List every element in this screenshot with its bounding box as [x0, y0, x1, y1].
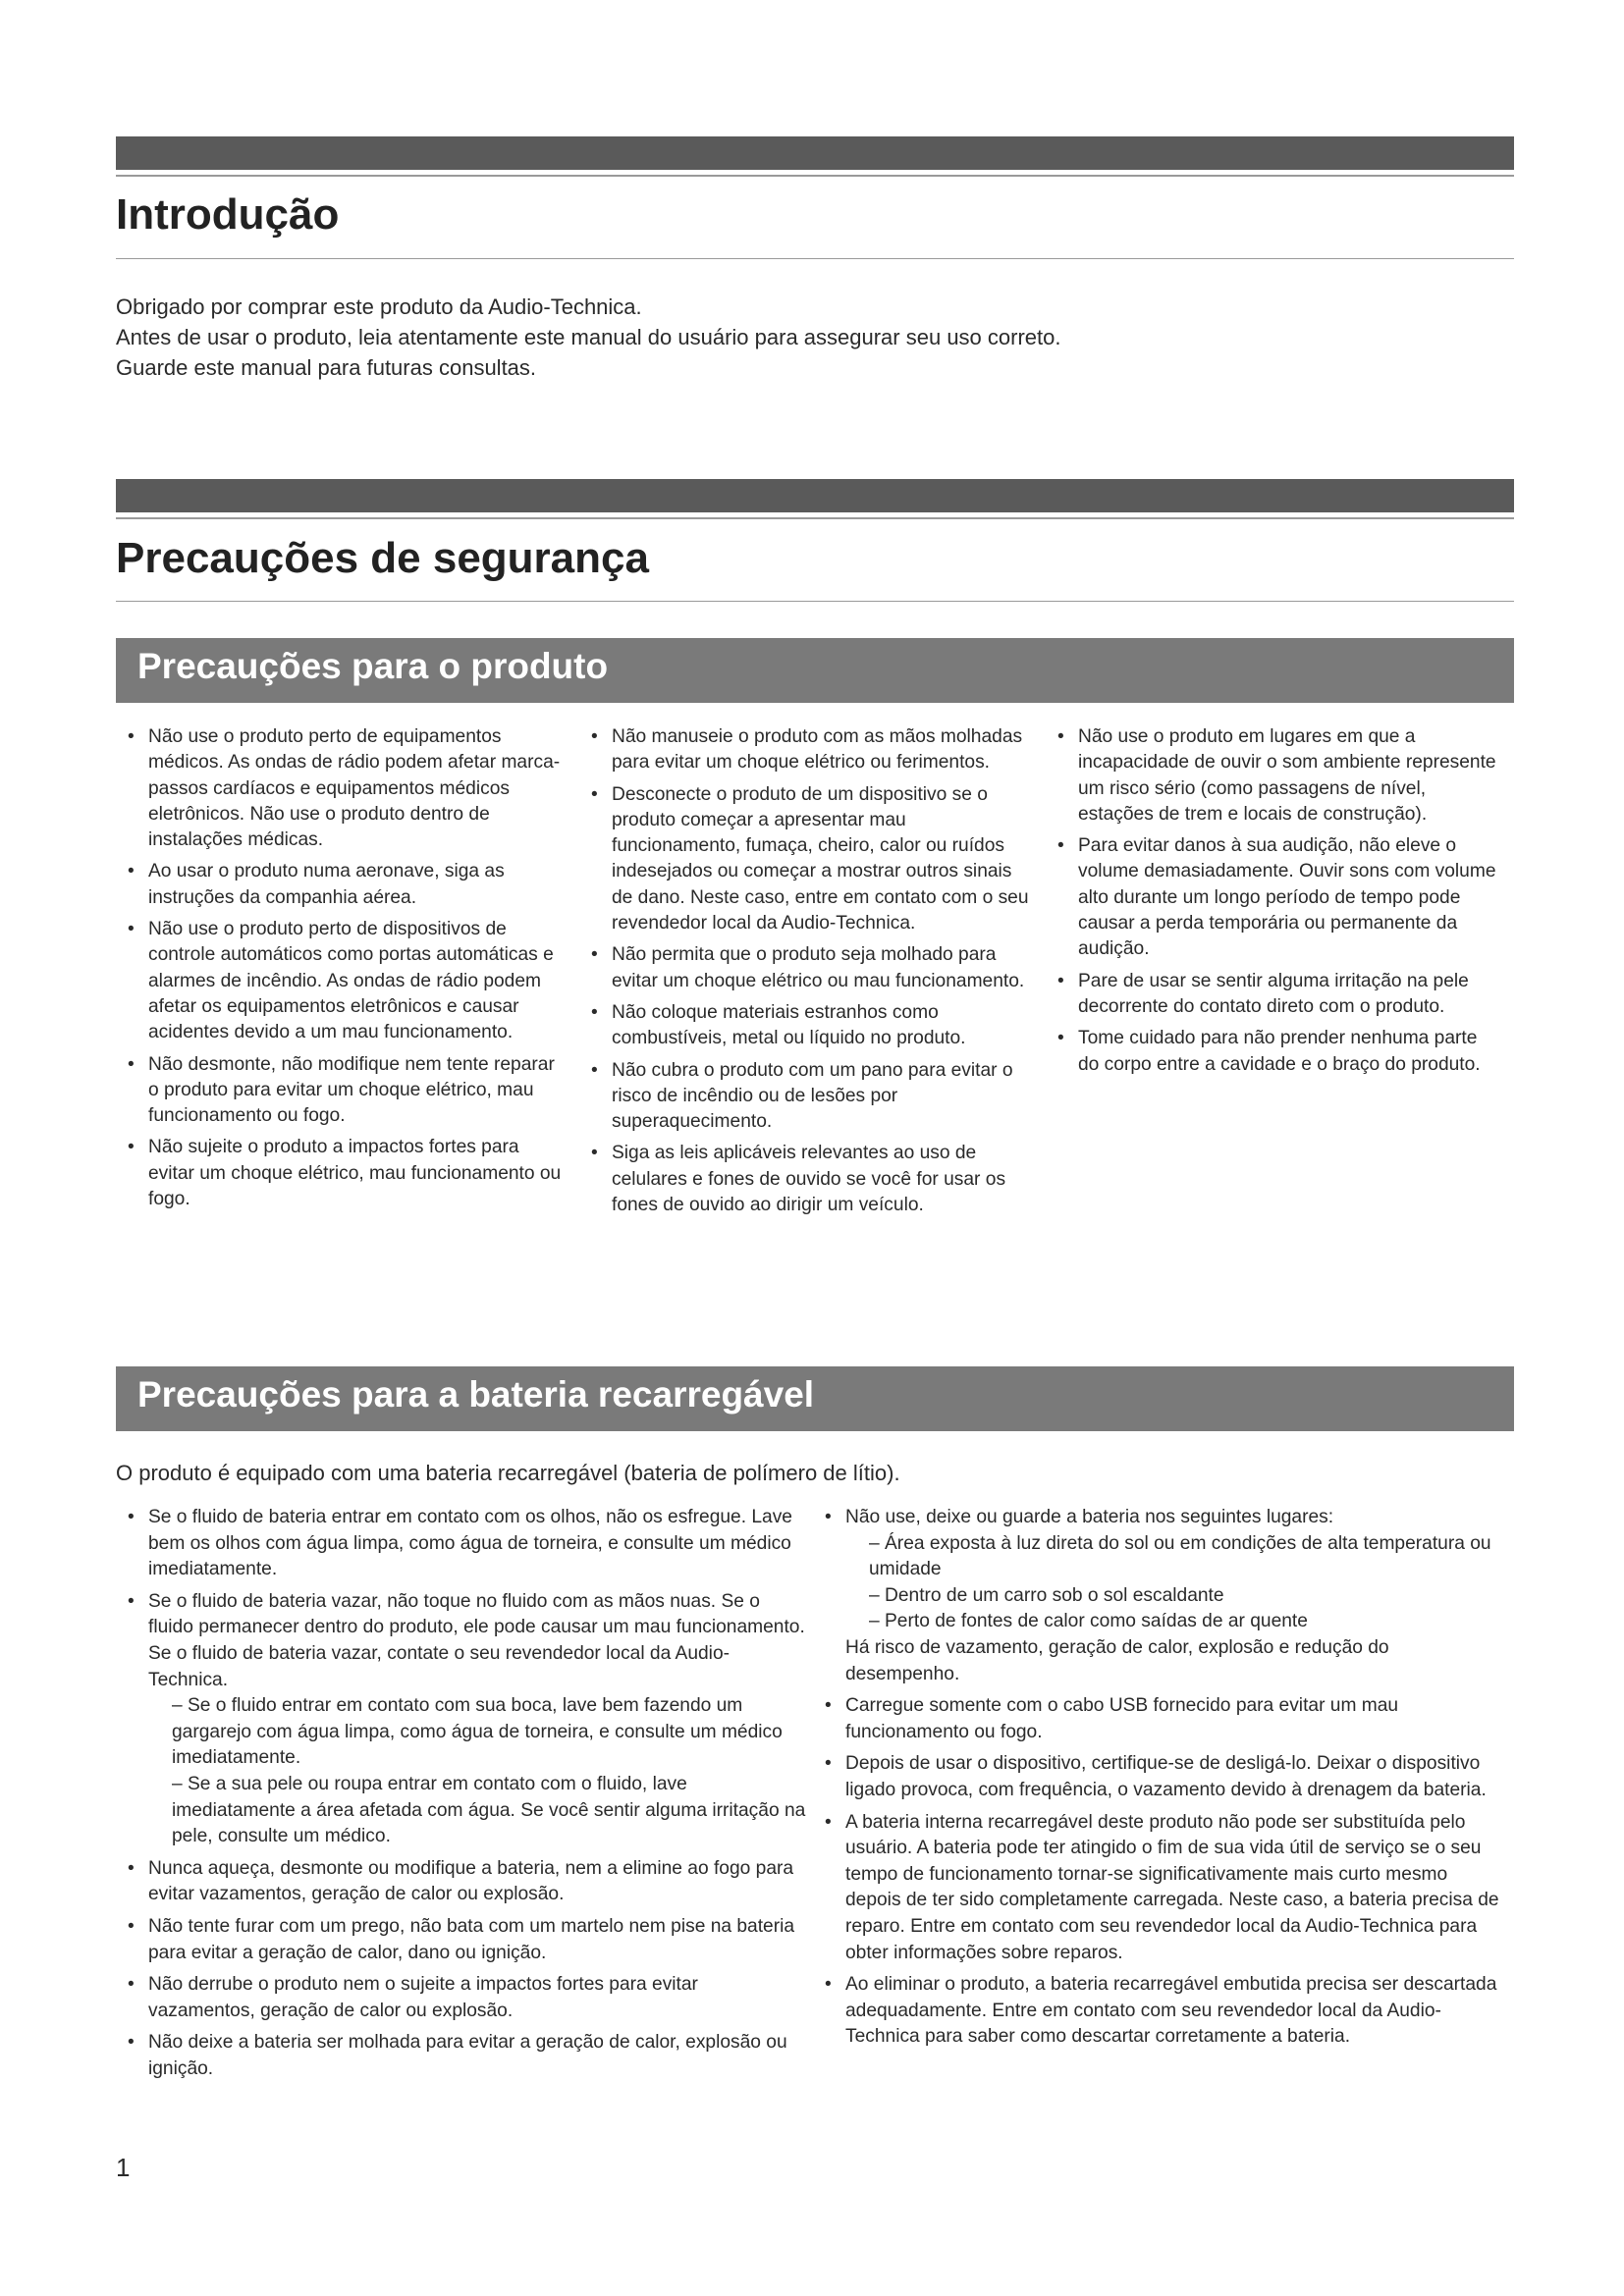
list-item: [122, 1856, 809, 1908]
battery-precautions-title: Precauções para a bateria recarregável: [137, 1374, 815, 1415]
list-item: • Não use o produto em lugares em que a incapacidade de ouvir o som ambiente represente um risco sério (como passagens de nível, estações de trem e locais de construção).: [1052, 724, 1503, 828]
product-column-3: [1052, 724, 1503, 1084]
list-item-text: • Não use, deixe ou guarde a bateria nos seguintes lugares:: [845, 1507, 1334, 1527]
intro-header-bar: [116, 136, 1514, 170]
list-item: • Tome cuidado para não prender nenhuma parte do corpo entre a cavidade e o braço do produto.: [1052, 1026, 1503, 1078]
list-item: [819, 1751, 1506, 1803]
intro-header-rule: [116, 175, 1514, 177]
list-item: • Não permita que o produto seja molhado para evitar um choque elétrico ou mau funcionamento.: [585, 942, 1032, 994]
list-item: • Para evitar danos à sua audição, não eleve o volume demasiadamente. Ouvir sons com volume alto durante um longo período de tempo pode causar a perda temporária ou permanente da audição.: [1052, 833, 1503, 962]
list-item-text: Depois de usar o dispositivo, certifique-se de desligá-lo. Deixar o dispositivo ligado provoca, com frequência, o vazamento devido à drenagem da bateria.: [845, 1753, 1487, 1800]
battery-lead-text: O produto é equipado com uma bateria recarregável (bateria de polímero de lítio).: [116, 1461, 900, 1485]
product-column-2: [585, 724, 1032, 1224]
list-item: • Não sujeite o produto a impactos fortes para evitar um choque elétrico, mau funcionamento ou fogo.: [122, 1135, 568, 1212]
safety-header-rule: [116, 517, 1514, 519]
list-item: • Siga as leis aplicáveis relevantes ao uso de celulares e fones de ouvido se você for usar os fones de ouvido ao dirigir um veículo.: [585, 1141, 1032, 1218]
list-item: [122, 1914, 809, 1966]
list-item-text: Não deixe a bateria ser molhada para evitar a geração de calor, explosão ou ignição.: [148, 2032, 787, 2079]
safety-header-bar: [116, 479, 1514, 512]
list-item: • Não manuseie o produto com as mãos molhadas para evitar um choque elétrico ou ferimentos.: [585, 724, 1032, 776]
battery-precautions-banner: [116, 1366, 1514, 1431]
list-item: • Desconecte o produto de um dispositivo se o produto começar a apresentar mau funcionamento, fumaça, cheiro, calor ou ruídos indesejados ou começar a mostrar outros sinais de dano. Neste caso, entre em contato com o seu revendedor local da Audio-Technica.: [585, 782, 1032, 937]
list-item: • Não coloque materiais estranhos como combustíveis, metal ou líquido no produto.: [585, 1000, 1032, 1052]
product-precautions-banner: [116, 638, 1514, 703]
list-item-text: Não derrube o produto nem o sujeite a impactos fortes para evitar vazamentos, geração de calor ou explosão.: [148, 1974, 698, 2021]
list-item-note: Há risco de vazamento, geração de calor, explosão e redução do desempenho.: [845, 1636, 1389, 1684]
list-item: • Ao usar o produto numa aeronave, siga as instruções da companhia aérea.: [122, 859, 568, 911]
intro-paragraph: Guarde este manual para futuras consultas.: [116, 355, 537, 380]
list-subitem: – Se a sua pele ou roupa entrar em contato com o fluido, lave imediatamente a área afetada com água. Se você sentir alguma irritação na pele, consulte um médico.: [172, 1773, 806, 1847]
battery-column-left: [122, 1505, 809, 2088]
list-item: [819, 1972, 1506, 2051]
intro-paragraph: Antes de usar o produto, leia atentamente este manual do usuário para assegurar seu uso correto.: [116, 325, 1061, 349]
intro-title: Introdução: [116, 190, 340, 239]
list-item: • Pare de usar se sentir alguma irritação na pele decorrente do contato direto com o produto.: [1052, 969, 1503, 1021]
safety-title-rule: [116, 601, 1514, 602]
intro-paragraph: Obrigado por comprar este produto da Audio-Technica.: [116, 294, 642, 319]
intro-text: [116, 292, 1060, 383]
list-item: [819, 1693, 1506, 1745]
list-item: [819, 1810, 1506, 1967]
list-subitem: – Se o fluido entrar em contato com sua boca, lave bem fazendo um gargarejo com água limpa, como água de torneira, e consulte um médico imediatamente.: [172, 1695, 783, 1769]
list-item-text: Ao eliminar o produto, a bateria recarregável embutida precisa ser descartada adequadamente. Entre em contato com seu revendedor local da Audio-Technica para saber como descartar corretamente a bateria.: [845, 1974, 1497, 2048]
battery-column-right: [819, 1505, 1506, 2056]
list-item: • Não use o produto perto de equipamentos médicos. As ondas de rádio podem afetar marca-passos cardíacos e equipamentos médicos eletrônicos. Não use o produto dentro de instalações médicas.: [122, 724, 568, 853]
list-item-text: Não tente furar com um prego, não bata com um martelo nem pise na bateria para evitar a geração de calor, dano ou ignição.: [148, 1915, 795, 1963]
list-item: • Não cubra o produto com um pano para evitar o risco de incêndio ou de lesões por superaquecimento.: [585, 1058, 1032, 1136]
page-number: 1: [116, 2153, 131, 2182]
list-item: [122, 2030, 809, 2082]
intro-title-rule: [116, 258, 1514, 259]
list-item: • Não desmonte, não modifique nem tente reparar o produto para evitar um choque elétrico, mau funcionamento ou fogo.: [122, 1052, 568, 1130]
list-item: • Não use o produto perto de dispositivos de controle automáticos como portas automáticas e alarmes de incêndio. As ondas de rádio podem afetar os equipamentos eletrônicos e causar acidentes devido a um mau funcionamento.: [122, 917, 568, 1045]
list-item-text: Se o fluido de bateria entrar em contato com os olhos, não os esfregue. Lave bem os olhos com água limpa, como água de torneira, e consulte um médico imediatamente.: [148, 1507, 792, 1580]
safety-title: Precauções de segurança: [116, 534, 649, 582]
product-column-1: [122, 724, 568, 1218]
list-subitem: – Área exposta à luz direta do sol ou em condições de alta temperatura ou umidade: [869, 1532, 1491, 1580]
list-subitem: – Dentro de um carro sob o sol escaldante: [869, 1584, 1224, 1606]
list-item: [122, 1505, 809, 1583]
list-item-text: Nunca aqueça, desmonte ou modifique a bateria, nem a elimine ao fogo para evitar vazamentos, geração de calor ou explosão.: [148, 1857, 794, 1905]
list-item-text: Carregue somente com o cabo USB fornecido para evitar um mau funcionamento ou fogo.: [845, 1695, 1399, 1742]
product-precautions-title: Precauções para o produto: [137, 646, 609, 686]
list-item: [819, 1505, 1506, 1687]
list-item-text: • Se o fluido de bateria vazar, não toque no fluido com as mãos nuas. Se o fluido permanecer dentro do produto, ele pode causar um mau funcionamento. Se o fluido de bateria vazar, contate o seu revendedor local da Audio-Technica.: [148, 1590, 805, 1690]
list-item: [122, 1972, 809, 2024]
list-item: [122, 1589, 809, 1850]
list-item-text: A bateria interna recarregável deste produto não pode ser substituída pelo usuário. A bateria pode ter atingido o fim de sua vida útil de serviço se o seu tempo de funcionamento tornar-se significativamente mais curto mesmo depois de ter sido completamente carregada. Neste caso, a bateria precisa de reparo. Entre em contato com seu revendedor local da Audio-Technica para obter informações sobre reparos.: [845, 1811, 1499, 1963]
list-subitem: – Perto de fontes de calor como saídas de ar quente: [869, 1611, 1308, 1632]
